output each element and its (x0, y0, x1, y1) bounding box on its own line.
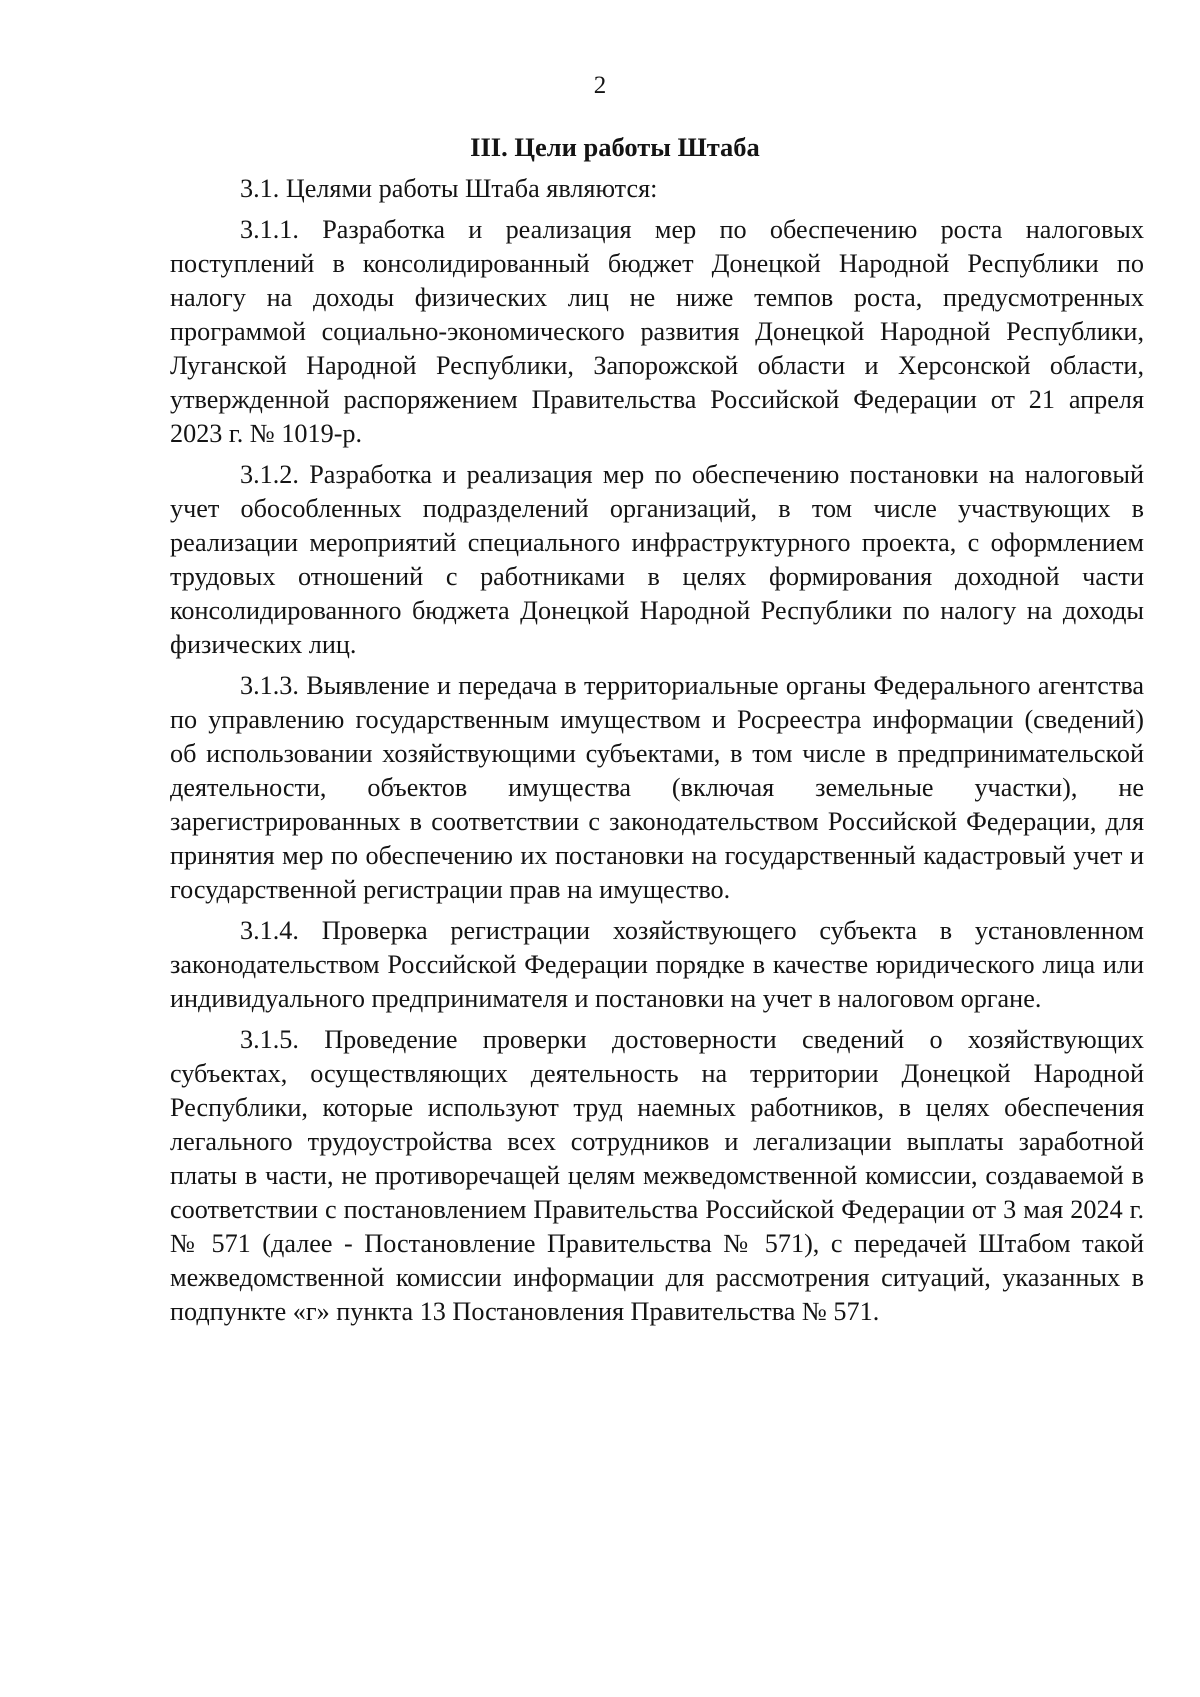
paragraph-3-1-4: 3.1.4. Проверка регистрации хозяйствующего субъекта в установленном законодательством Российской Федерации порядке в качестве юридического лица или индивидуального предпринимателя и постановки на учет в налоговом органе. (170, 916, 1144, 1013)
paragraph-3-1-3: 3.1.3. Выявление и передача в территориальные органы Федерального агентства по управлению государственным имуществом и Росреестра информации (сведений) об использовании хозяйствующими субъектами, в том числе в предпринимательской деятельности, объектов имущества (включая земельные участки), не зарегистрированных в соответствии с законодательством Российской Федерации, для принятия мер по обеспечению их постановки на государственный кадастровый учет и государственной регистрации прав на имущество. (170, 671, 1144, 904)
section-title: III. Цели работы Штаба (470, 132, 760, 162)
page-number: 2 (593, 72, 607, 99)
body-text (170, 172, 1144, 1329)
paragraph-3-1-5: 3.1.5. Проведение проверки достоверности сведений о хозяйствующих субъектах, осуществляющих деятельность на территории Донецкой Народной Республики, которые используют труд наемных работников, в целях обеспечения легального трудоустройства всех сотрудников и легализации выплаты заработной платы в части, не противоречащей целям межведомственной комиссии, создаваемой в соответствии с постановлением Правительства Российской Федерации от 3 мая 2024 г. № 571 (далее - Постановление Правительства № 571), с передачей Штабом такой межведомственной комиссии информации для рассмотрения ситуаций, указанных в подпункте «г» пункта 13 Постановления Правительства № 571. (170, 1025, 1144, 1326)
paragraph-3-1: 3.1. Целями работы Штаба являются: (240, 174, 658, 203)
paragraph-3-1-1: 3.1.1. Разработка и реализация мер по обеспечению роста налоговых поступлений в консолидированный бюджет Донецкой Народной Республики по налогу на доходы физических лиц не ниже темпов роста, предусмотренных программой социально-экономического развития Донецкой Народной Республики, Луганской Народной Республики, Запорожской области и Херсонской области, утвержденной распоряжением Правительства Российской Федерации от 21 апреля 2023 г. № 1019-р. (170, 215, 1144, 448)
paragraph-3-1-2: 3.1.2. Разработка и реализация мер по обеспечению постановки на налоговый учет обособленных подразделений организаций, в том числе участвующих в реализации мероприятий специального инфраструктурного проекта, с оформлением трудовых отношений с работниками в целях формирования доходной части консолидированного бюджета Донецкой Народной Республики по налогу на доходы физических лиц. (170, 460, 1144, 659)
